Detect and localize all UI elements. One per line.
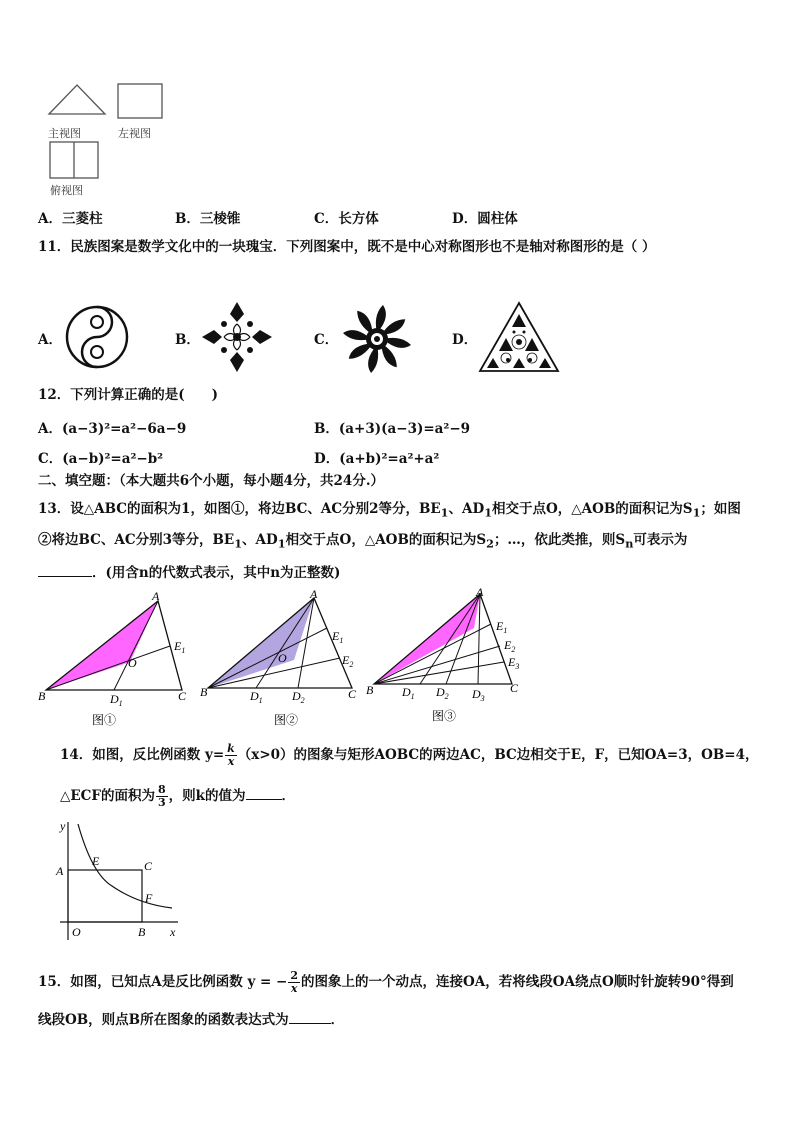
- q14-line-2: △ECF的面积为 $\frac{8}{3}$ ，则k的值为 ．: [60, 783, 296, 809]
- q13-line-1: 13．设△ABC的面积为1，如图①，将边BC、AC分别2等分，$BE_1$、$AD_1$相交于点O，△AOB的面积记为$S_1$；如图: [38, 501, 741, 520]
- q14-answer-blank: [246, 785, 282, 800]
- svg-text:D3: $D_3$: [472, 687, 485, 703]
- section-heading: 二、填空题：（本大题共6个小题，每小题4分，共24分.）: [38, 473, 385, 489]
- svg-text:E1: $E_1$: [496, 619, 508, 635]
- top-view-label: 俯视图: [50, 184, 83, 197]
- q10-option-d: D．圆柱体: [452, 211, 518, 227]
- q10-option-c: C．长方体: [314, 211, 379, 227]
- q13-line-2: ②将边BC、AC分别3等分，$BE_1$、$AD_1$相交于点O，△AOB的面积记为$S_2$；…，依此类推，则$S_n$可表示为: [38, 532, 688, 551]
- q10-option-a: A．三菱柱: [38, 211, 103, 227]
- left-view-label: 左视图: [118, 127, 151, 140]
- q13-answer-blank: [38, 562, 92, 577]
- svg-text:D2: $D_2$: [436, 685, 449, 701]
- q13-line-3: ．(用含n的代数式表示，其中n为正整数): [38, 562, 340, 583]
- svg-text:C: C: [144, 859, 153, 873]
- svg-text:D1: $D_1$: [110, 692, 123, 708]
- q13-figure-1: [36, 590, 196, 730]
- q14-line-1: 14．如图，反比例函数 y= $\frac{k}{x}$ （x>0）的图象与矩形AOBC的两边AC，BC边相交于E，F，已知OA=3，OB=4，: [60, 742, 759, 768]
- svg-text:A: A: [152, 590, 160, 603]
- svg-text:C: C: [348, 687, 357, 701]
- q15-answer-blank: [289, 1009, 331, 1024]
- q10-option-b: B．三棱锥: [175, 211, 241, 227]
- svg-text:D1: $D_1$: [402, 685, 415, 701]
- svg-text:B: B: [200, 685, 208, 699]
- left-view-rect: [118, 84, 162, 118]
- svg-text:D1: $D_1$: [250, 689, 263, 705]
- svg-text:C: C: [178, 689, 187, 703]
- q12-text: 12．下列计算正确的是( ): [38, 387, 219, 403]
- svg-text:F: F: [145, 891, 153, 905]
- svg-text:y: y: [60, 819, 66, 833]
- svg-text:E1: $E_1$: [174, 639, 186, 655]
- q12-option-a: A．(a−3)²=a²−6a−9: [38, 421, 187, 437]
- svg-text:E: E: [92, 854, 100, 868]
- q11-option-a: A．: [38, 332, 62, 348]
- svg-text:C: C: [510, 681, 519, 695]
- svg-text:图②: 图②: [274, 713, 299, 727]
- q12-option-d: D．(a+b)²=a²+a²: [314, 451, 440, 467]
- q13-figure-3: [366, 586, 526, 726]
- svg-text:O: O: [128, 656, 137, 670]
- svg-text:O: O: [72, 925, 81, 939]
- q14-figure: [50, 818, 190, 950]
- q11-text: 11．民族图案是数学文化中的一块瑰宝．下列图案中，既不是中心对称图形也不是轴对称图形的是（ ）: [38, 239, 656, 255]
- q15-line-1: 15．如图，已知点A是反比例函数 y = − $\frac{2}{x}$ 的图象上的一个动点，连接OA，若将线段OA绕点O顺时针旋转90°得到: [38, 969, 734, 995]
- q12-option-c: C．(a−b)²=a²−b²: [38, 451, 164, 467]
- svg-text:B: B: [38, 689, 46, 703]
- svg-text:A: A: [476, 586, 484, 599]
- svg-text:O: O: [278, 651, 287, 665]
- pinwheel-flower-pattern: [340, 302, 414, 376]
- floral-cross-pattern: [200, 300, 274, 374]
- front-view-triangle: [49, 85, 105, 114]
- q11-option-b: B．: [175, 332, 200, 348]
- svg-text:B: B: [366, 683, 374, 697]
- front-view-label: 主视图: [48, 127, 81, 140]
- svg-text:E1: $E_1$: [332, 629, 344, 645]
- q13-figure-2: [200, 590, 368, 730]
- yin-yang-pattern: [64, 304, 130, 370]
- svg-text:A: A: [310, 590, 318, 601]
- svg-text:E3: $E_3$: [508, 655, 520, 671]
- svg-text:E2: $E_2$: [342, 653, 354, 669]
- fractal-triangle-pattern: [478, 300, 560, 374]
- q11-option-d: D．: [452, 332, 478, 348]
- svg-text:D2: $D_2$: [292, 689, 305, 705]
- svg-text:A: A: [56, 864, 64, 878]
- q15-line-2: 线段OB，则点B所在图象的函数表达式为 ．: [38, 1007, 344, 1033]
- svg-text:x: x: [170, 925, 176, 939]
- svg-text:E2: $E_2$: [504, 638, 516, 654]
- svg-text:B: B: [138, 925, 146, 939]
- svg-text:图①: 图①: [92, 713, 117, 727]
- q12-option-b: B．(a+3)(a−3)=a²−9: [314, 421, 471, 437]
- q11-option-c: C．: [314, 332, 339, 348]
- svg-text:图③: 图③: [432, 709, 457, 723]
